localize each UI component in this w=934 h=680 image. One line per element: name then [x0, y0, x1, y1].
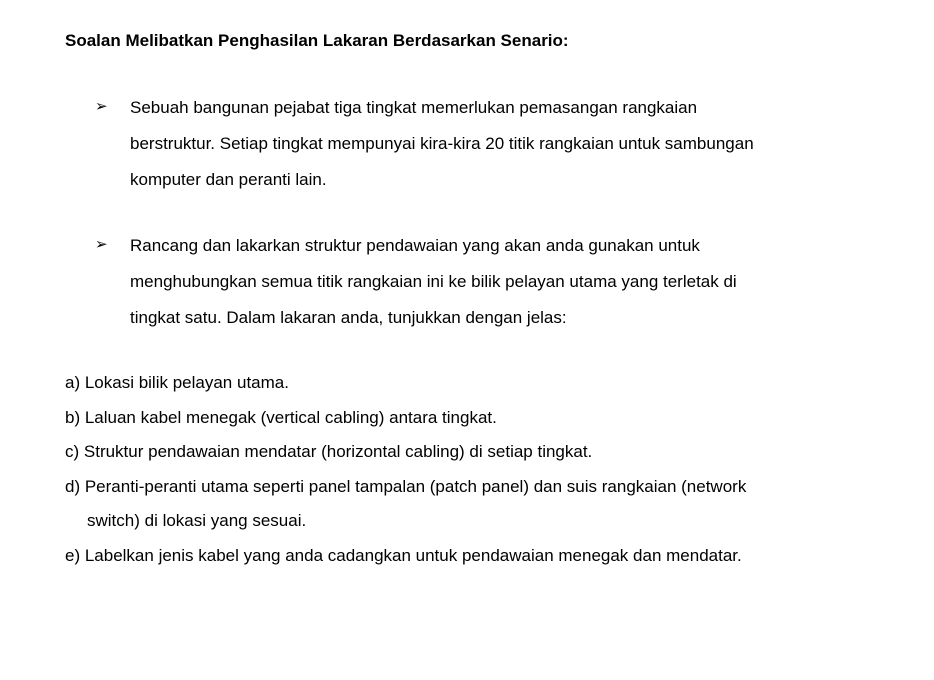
- bullet-line: komputer dan peranti lain.: [130, 170, 327, 189]
- list-item-a: a) Lokasi bilik pelayan utama.: [65, 373, 289, 392]
- arrow-bullet-icon: ➢: [95, 98, 108, 115]
- bullet-line: tingkat satu. Dalam lakaran anda, tunjukkan dengan jelas:: [130, 308, 567, 327]
- bullet-line: Sebuah bangunan pejabat tiga tingkat memerlukan pemasangan rangkaian: [130, 98, 698, 117]
- requirements-list: [65, 366, 905, 573]
- list-item-b: b) Laluan kabel menegak (vertical cabling) antara tingkat.: [65, 407, 497, 427]
- bullet-line: Rancang dan lakarkan struktur pendawaian yang akan anda gunakan untuk: [130, 236, 700, 255]
- list-item-d-line-1: d) Peranti-peranti utama seperti panel tampalan (patch panel) dan suis rangkaian (network: [65, 476, 747, 496]
- arrow-bullet-icon: ➢: [95, 236, 108, 253]
- list-item-c: c) Struktur pendawaian mendatar (horizontal cabling) di setiap tingkat.: [65, 442, 593, 461]
- bullet-line: berstruktur. Setiap tingkat mempunyai kira-kira 20 titik rangkaian untuk sambungan: [130, 134, 754, 153]
- list-item-e: e) Labelkan jenis kabel yang anda cadangkan untuk pendawaian menegak dan mendatar.: [65, 545, 742, 565]
- list-item-d-line-2: switch) di lokasi yang sesuai.: [87, 511, 307, 530]
- page-title: Soalan Melibatkan Penghasilan Lakaran Berdasarkan Senario:: [65, 31, 569, 50]
- bullet-text: [130, 90, 890, 198]
- list-item-d: [65, 470, 905, 539]
- bullet-text: [130, 228, 890, 336]
- bullet-line: menghubungkan semua titik rangkaian ini ke bilik pelayan utama yang terletak di: [130, 272, 737, 291]
